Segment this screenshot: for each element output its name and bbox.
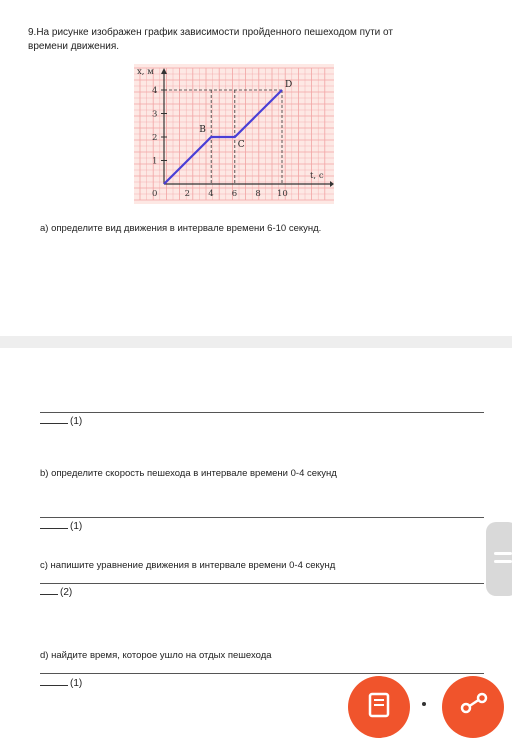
answer-line-a[interactable] <box>40 412 484 413</box>
y-tick-label: 4 <box>152 86 158 96</box>
x-axis-label: t, c <box>310 171 324 181</box>
mark-b-points: (1) <box>70 521 83 532</box>
mark-c-points: (2) <box>60 587 73 598</box>
task-title-line-1: 9.На рисунке изображен график зависимости пройденного пешеходом пути от <box>28 27 393 38</box>
question-a: а) определите вид движения в интервале времени 6-10 секунд. <box>40 223 322 234</box>
x-tick-label: 10 <box>277 189 288 199</box>
x-tick-label: 6 <box>231 189 238 199</box>
mark-d <box>40 678 82 689</box>
mark-a-blank <box>40 423 68 424</box>
share-icon <box>442 676 504 738</box>
answer-line-c[interactable] <box>40 583 484 584</box>
menu-lines-icon-bar <box>494 560 512 563</box>
mark-c <box>40 587 72 598</box>
mark-a-points: (1) <box>70 416 83 427</box>
task-title <box>28 26 478 54</box>
question-d: d) найдите время, которое ушло на отдых пешехода <box>40 650 272 661</box>
mark-d-blank <box>40 685 68 686</box>
point-label-c: C <box>237 140 245 150</box>
y-axis-label: x, м <box>137 67 154 77</box>
notes-button[interactable] <box>348 676 410 738</box>
menu-lines-icon <box>494 552 512 555</box>
mark-b-blank <box>40 528 68 529</box>
distance-time-graph <box>134 64 334 204</box>
question-b: b) определите скорость пешехода в интервале времени 0-4 секунд <box>40 468 337 479</box>
x-tick-label: 8 <box>255 189 261 199</box>
mark-c-blank <box>40 594 58 595</box>
y-tick-label: 1 <box>152 156 158 167</box>
question-c: с) напишите уравнение движения в интервале времени 0-4 секунд <box>40 560 336 571</box>
x-tick-label: 2 <box>184 189 191 199</box>
answer-line-b[interactable] <box>40 517 484 518</box>
y-tick-label: 2 <box>152 133 158 143</box>
mark-a <box>40 416 82 427</box>
task-title-line-2: времени движения. <box>28 41 120 52</box>
point-label-b: B <box>199 125 206 135</box>
point-label-d: D <box>285 80 293 90</box>
x-tick-label: 0 <box>152 189 158 199</box>
mark-d-points: (1) <box>70 678 83 689</box>
dot-separator <box>421 694 427 700</box>
share-button[interactable] <box>442 676 504 738</box>
mark-b <box>40 521 82 532</box>
answer-line-d[interactable] <box>40 673 484 674</box>
y-tick-label: 3 <box>152 109 158 120</box>
side-menu-tab[interactable] <box>486 522 512 596</box>
page-divider <box>0 336 512 348</box>
notes-icon <box>348 676 410 738</box>
x-tick-label: 4 <box>208 189 214 199</box>
